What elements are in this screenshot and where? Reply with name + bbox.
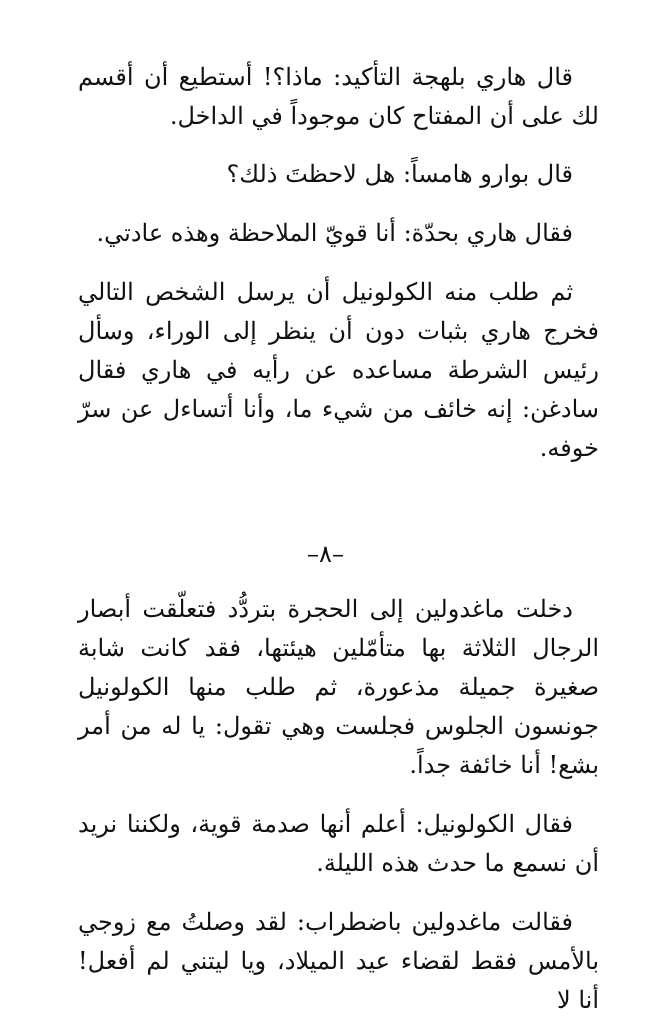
section-number: –٨–: [307, 540, 344, 568]
text-block-bottom: [78, 590, 599, 1020]
text-block-top: [78, 58, 599, 468]
paragraph: دخلت ماغدولين إلى الحجرة بتردُّد فتعلّقت أبصار الرجال الثلاثة بها متأمّلين هيئتها، فقد كانت شابة صغيرة جميلة مذعورة، ثم طلب منها الكولونيل جونسون الجلوس فجلست وهي تقول: يا له من أمر بشع! أنا خائفة جداً.: [78, 595, 599, 779]
paragraph: فقال الكولونيل: أعلم أنها صدمة قوية، ولكننا نريد أن نسمع ما حدث هذه الليلة.: [78, 810, 599, 877]
paragraph: قال هاري بلهجة التأكيد: ماذا؟! أستطيع أن أقسم لك على أن المفتاح كان موجوداً في الداخل.: [78, 63, 599, 130]
paragraph: قال بوارو هامساً: هل لاحظتَ ذلك؟: [226, 160, 573, 188]
paragraph: ثم طلب منه الكولونيل أن يرسل الشخص التالي فخرج هاري بثبات دون أن ينظر إلى الوراء، وسأل رئيس الشرطة مساعده عن رأيه في هاري فقال سادغن: إنه خائف من شيء ما، وأنا أتساءل عن سرّ خوفه.: [78, 278, 599, 462]
paragraph: فقال هاري بحدّة: أنا قويّ الملاحظة وهذه عادتي.: [96, 219, 573, 247]
paragraph: فقالت ماغدولين باضطراب: لقد وصلتُ مع زوجي بالأمس فقط لقضاء عيد الميلاد، ويا ليتني لم أفعل! أنا لا: [78, 908, 599, 1014]
